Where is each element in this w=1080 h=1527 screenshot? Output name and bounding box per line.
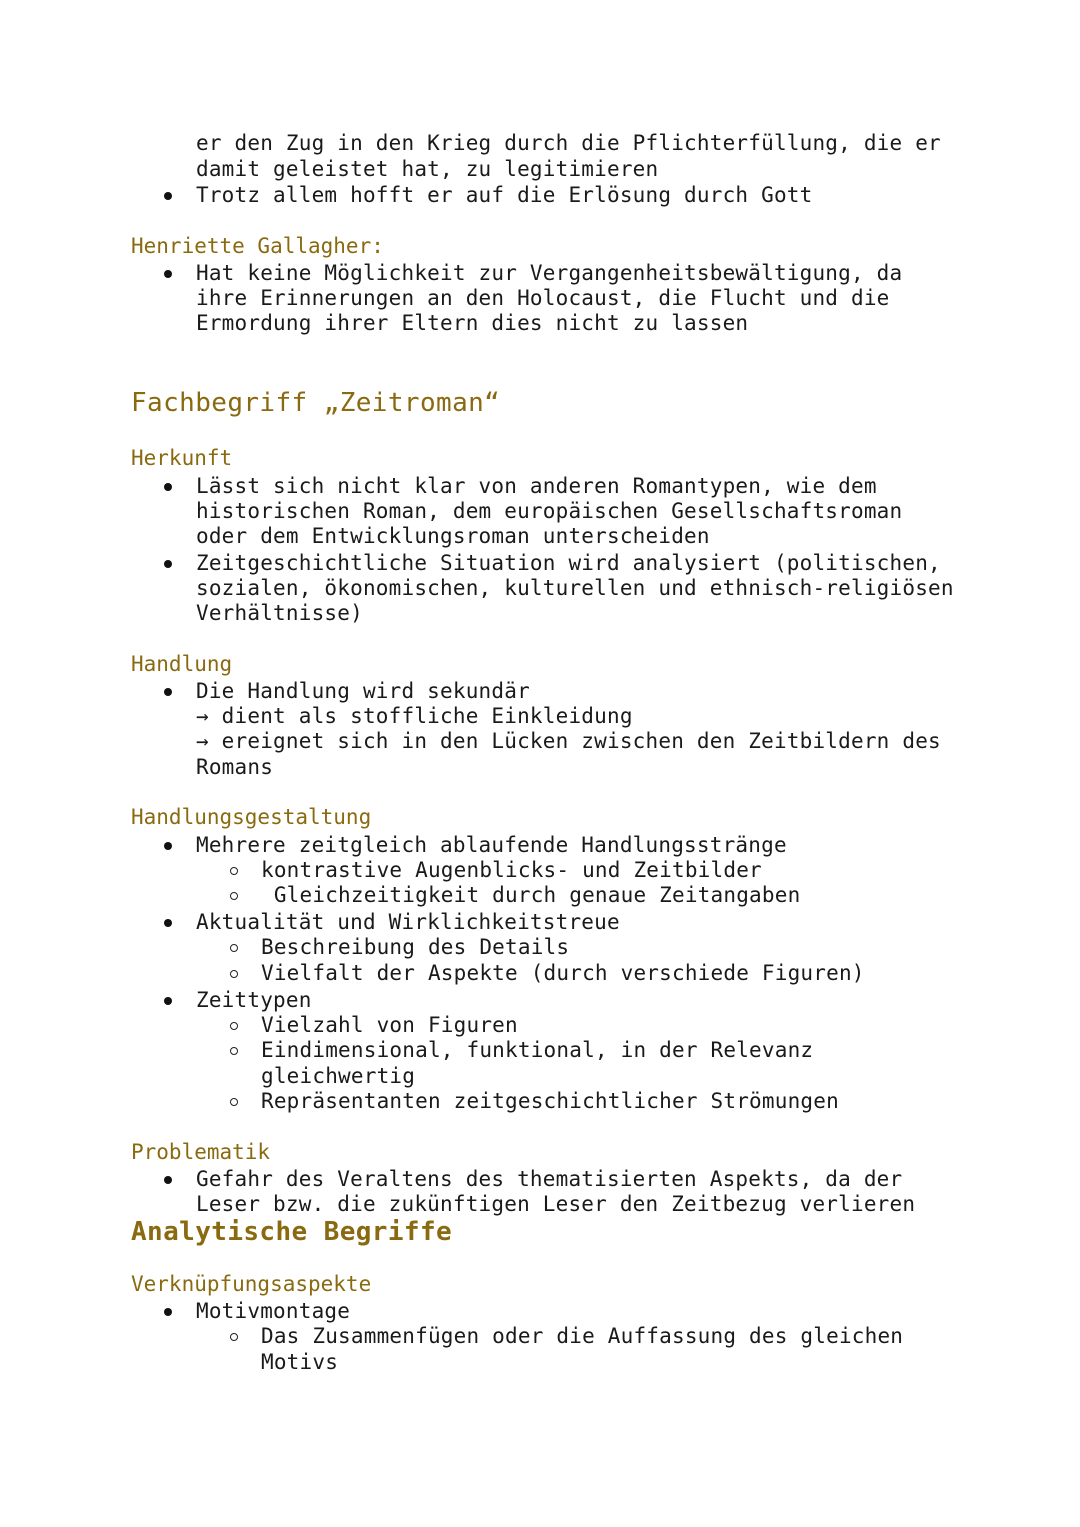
bullet-icon — [164, 919, 172, 927]
bullet-icon — [164, 192, 172, 200]
gestaltung-b3-sub-2b: gleichwertig — [261, 1064, 416, 1088]
herkunft-b2-line-1: Zeitgeschichtliche Situation wird analysiert (politischen, — [196, 551, 941, 575]
circle-bullet-icon — [230, 1098, 238, 1106]
verknuepfung-sub-1: Das Zusammenfügen oder die Auffassung des gleichen — [261, 1324, 904, 1348]
henriette-heading: Henriette Gallagher: — [131, 234, 384, 258]
handlung-line-2: → dient als stoffliche Einkleidung — [196, 704, 633, 728]
intro-bullet: Trotz allem hofft er auf die Erlösung durch Gott — [196, 183, 813, 207]
circle-bullet-icon — [230, 1047, 238, 1055]
bullet-icon — [164, 688, 172, 696]
circle-bullet-icon — [230, 892, 238, 900]
section-title-analytische-begriffe: Analytische Begriffe — [131, 1217, 453, 1247]
herkunft-b2-line-3: Verhältnisse) — [196, 601, 363, 625]
herkunft-b1-line-1: Lässt sich nicht klar von anderen Romantypen, wie dem — [196, 474, 877, 498]
bullet-icon — [164, 1176, 172, 1184]
henriette-line-2: ihre Erinnerungen an den Holocaust, die Flucht und die — [196, 286, 890, 310]
circle-bullet-icon — [230, 1333, 238, 1341]
gestaltung-heading: Handlungsgestaltung — [131, 805, 372, 829]
circle-bullet-icon — [230, 944, 238, 952]
henriette-line-1: Hat keine Möglichkeit zur Vergangenheitsbewältigung, da — [196, 261, 903, 285]
intro-line-2: damit geleistet hat, zu legitimieren — [196, 157, 659, 181]
verknuepfung-heading: Verknüpfungsaspekte — [131, 1272, 372, 1296]
handlung-line-1: Die Handlung wird sekundär — [196, 679, 530, 703]
gestaltung-b3: Zeittypen — [196, 988, 312, 1012]
herkunft-b2-line-2: sozialen, ökonomischen, kulturellen und ethnisch-religiösen — [196, 576, 954, 600]
problematik-heading: Problematik — [131, 1140, 271, 1164]
herkunft-b1-line-3: oder dem Entwicklungsroman unterscheiden — [196, 524, 710, 548]
gestaltung-b2-sub-2: Vielfalt der Aspekte (durch verschiede Figuren) — [261, 961, 865, 985]
circle-bullet-icon — [230, 970, 238, 978]
herkunft-b1-line-2: historischen Roman, dem europäischen Gesellschaftsroman — [196, 499, 903, 523]
handlung-line-4: Romans — [196, 755, 274, 779]
bullet-icon — [164, 842, 172, 850]
bullet-icon — [164, 560, 172, 568]
verknuepfung-sub-2: Motivs — [261, 1350, 339, 1374]
gestaltung-b3-sub-1: Vielzahl von Figuren — [261, 1013, 518, 1037]
circle-bullet-icon — [230, 1022, 238, 1030]
bullet-icon — [164, 997, 172, 1005]
gestaltung-b2-sub-1: Beschreibung des Details — [261, 935, 570, 959]
problematik-line-2: Leser bzw. die zukünftigen Leser den Zeitbezug verlieren — [196, 1192, 916, 1216]
gestaltung-b1-sub-1: kontrastive Augenblicks- und Zeitbilder — [261, 858, 762, 882]
gestaltung-b2: Aktualität und Wirklichkeitstreue — [196, 910, 620, 934]
handlung-heading: Handlung — [131, 652, 233, 676]
bullet-icon — [164, 1308, 172, 1316]
gestaltung-b1-sub-2: Gleichzeitigkeit durch genaue Zeitangaben — [261, 883, 801, 907]
herkunft-heading: Herkunft — [131, 446, 233, 470]
handlung-line-3: → ereignet sich in den Lücken zwischen den Zeitbildern des — [196, 729, 941, 753]
section-title-zeitroman: Fachbegriff „Zeitroman“ — [131, 388, 501, 418]
problematik-line-1: Gefahr des Veraltens des thematisierten Aspekts, da der — [196, 1167, 903, 1191]
gestaltung-b1: Mehrere zeitgleich ablaufende Handlungsstränge — [196, 833, 787, 857]
bullet-icon — [164, 270, 172, 278]
bullet-icon — [164, 483, 172, 491]
intro-line-1: er den Zug in den Krieg durch die Pflichterfüllung, die er — [196, 131, 941, 155]
gestaltung-b3-sub-2a: Eindimensional, funktional, in der Relevanz — [261, 1038, 814, 1062]
henriette-line-3: Ermordung ihrer Eltern dies nicht zu lassen — [196, 311, 749, 335]
circle-bullet-icon — [230, 867, 238, 875]
verknuepfung-b1: Motivmontage — [196, 1299, 351, 1323]
gestaltung-b3-sub-3: Repräsentanten zeitgeschichtlicher Strömungen — [261, 1089, 839, 1113]
